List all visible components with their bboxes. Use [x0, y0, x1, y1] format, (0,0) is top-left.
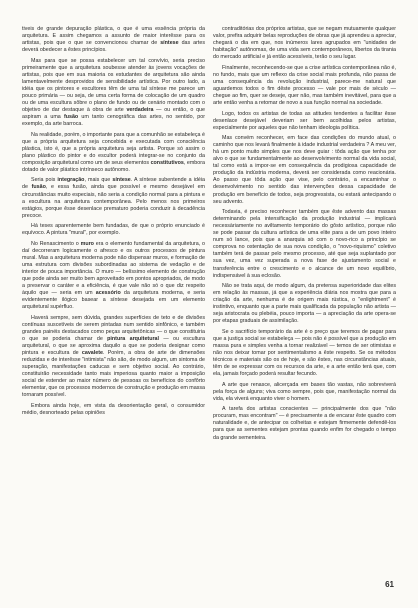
- paragraph: [22, 315, 205, 400]
- text-run: . A síntese subentende a idéia de: [22, 177, 205, 191]
- text-run: Mas para que se possa estabelecer um tal convívio, seria preciso primeiramente que a arquitetura soubesse atender às jovens vocações de artistas, pois que em sua maioria os estudantes de arquitetura são ainda lamentavelmente desprovidos de sensibilidade artística. Por outro lado, a idéia que os pintores e escultores têm de uma tal síntese me parece um pouco primária — ou seja, de uma certa forma de colocação de um quadro ou de uma escultura sôbre o plano de fundo ou de cenário montado com o objetivo de dar destaque à obra de arte: [22, 57, 205, 114]
- paragraph: [22, 223, 205, 237]
- text-run: Seria pois: [31, 177, 58, 184]
- text-run: um tanto cenográfica das artes, no sentido, por exemplo, da arte barroca.: [22, 114, 205, 128]
- text-run: Finalmente, reconhecendo-se que a crise artística contemporânea não é, no fundo, mais que um reflexo da crise social mais profunda, não passa de uma consequência da revolução industrial, parece-me natural que aguardemos todos o fim dêste processo — vale por mais de século — chegue ao fim, quer se deseje, quer não, mas também inevitável, para que a arte então venha a retomar de novo a sua função normal na sociedade.: [213, 64, 396, 106]
- emphasized-term: síntese: [160, 40, 179, 47]
- text-run: No Renascimento o: [31, 240, 81, 247]
- text-run: Haverá sempre, sem dúvida, grandes superfícies de teto e de divisões contínuas suscetíveis de serem pintadas num sentido sinfônico, e também grandes painéis destacados como peças arquitetônicas — o que constituiria o que se poderia chamar de: [22, 314, 205, 342]
- emphasized-term: muro: [80, 240, 94, 247]
- text-run: tiveis de grande depuração plástica, o que é uma essência própria da arquitetura. E assim chegamos a assunto de maior interêsse para os artistas, pois que o que se convencionou chamar de: [22, 26, 205, 47]
- paragraph: [213, 329, 396, 378]
- emphasized-term: síntese: [112, 177, 131, 184]
- text-run: Não se trata aqui, de modo algum, da pretensa superioridade das elites em relação às massas, já que a experiência diária nos mostra que para a criação da arte, nenhuma é de origem mais rústica, o "enlightment" é instintivo, enquanto que a parte mais qualificada da população não artista — seja aristocrata ou plebéia, pouco importa — a apreciação da arte opera-se por etapas graduais de assimilação.: [213, 283, 396, 325]
- emphasized-term: verdadeira: [126, 107, 154, 114]
- emphasized-term: acessório: [95, 290, 121, 297]
- paragraph: [22, 58, 205, 128]
- text-run: . Porém, a obra de arte de dimensões reduzidas e de interêsse "intimista" não são, de modo algum, um sintoma de superação, manifestações caducas e sem objetivo social. Ao contrário, constituirão necessidade tanto mais imperiosa quanto maior a imposição social de estender ao maior número de pessoas os benefícios do confôrto elementar, que os processos modernos de construção e produção em massa tornaram possível.: [22, 350, 205, 399]
- text-run: — ou então, o que aspiram a uma: [22, 107, 205, 121]
- text-run: da arquitetura moderna, e seria evidentemente ilógico basear a síntese desejada em um elemento arquitetural supérfluo.: [22, 290, 205, 311]
- paragraph: [213, 283, 396, 325]
- text-run: , mais que: [84, 177, 113, 184]
- paragraph: [213, 209, 396, 279]
- emphasized-term: pintura arquitetural: [107, 335, 159, 342]
- paragraph: [22, 403, 205, 417]
- paragraph: [22, 132, 205, 174]
- emphasized-term: cavalete: [81, 350, 103, 357]
- paragraph: [213, 65, 396, 107]
- emphasized-term: constitutivos: [150, 159, 184, 166]
- text-run: Logo, todos os artistas de todas as atitudes tendentes a facilitar êsse desenlace desejável deveriam ser bem acolhidas pelos artistas, especialmente por aqueles que não tenham ideologia política.: [213, 110, 396, 131]
- emphasized-term: fusão: [31, 184, 46, 191]
- paragraph: [213, 382, 396, 403]
- paragraph: [213, 135, 396, 205]
- text-run: Se o sacrifício temporário da arte é o preço que teremos de pagar para que a justiça social se estabeleça — pois não é possível que a produção em massa pura e simples venha a tornar realizável — temos de ser otimistas e não nos deixar tomar por sentimentalismo a êste respeito. Se os métodos técnicos e materiais são os de hoje, e são êstes, nas circunstâncias atuais, têm de se expressar com os recursos da arte, e a arte então terá que, com ela, jamais forçado poderá resultar fecundo.: [213, 328, 396, 378]
- text-run: das artes deverá obedecer a êstes princípios.: [22, 40, 205, 54]
- paragraph: [213, 26, 396, 61]
- left-column: [22, 26, 205, 574]
- text-run: Embora ainda hoje, em vista da desorientação geral, o consumidor médio, desnorteado pelas opiniões: [22, 402, 205, 416]
- right-column: [213, 26, 396, 574]
- paragraph: [22, 177, 205, 219]
- text-run: — ou escultura arquitetural, o que se aproxima daquilo a que se poderia designar como pintura e escultura de: [22, 335, 205, 357]
- text-run: contraditórias dos próprios artistas, que se negam mutuamente qualquer valor, prefira adquirir belas reproduções de obras que já aprendeu a apreciar, chegará o dia em que, nos inúmeros lares agrupados em "unidades de habitação" autônomas, de uma vida sem contemporâneos, libertos da tirania do mercado artificial e já então acessíveis, terão o seu lugar.: [213, 26, 396, 61]
- page-number: 61: [385, 580, 394, 589]
- text-run: Mas convém reconhecer, em face das condições do mundo atual, o caminho que nos levará finalmente à idade industrial verdadeira ? A meu ver, há um ponto muito simples que nos deve guiar : tôda ação que tenha por alvo o que se fundamentalmente ao desenvolvimento normal da vida social, tal como está a impor-se em consequência da prodigiosa capacidade de produção da indústria moderna, deverá ser considerada como reacionária. Ao passo que tôda ação que vise, pelo contrário, a encaminhar o desenvolvimento no sentido das intervenções dessa capacidade de produção em benefício de todos, seja progressista, ou estará antecipando o seu advento.: [213, 135, 396, 205]
- text-run: era o elemento fundamental da arquitetura, o daí decorreram logicamente o afresco e os outros processos de pintura mural. Mas a arquitetura moderna pode não dispensar muros, e formação de uma estrutura com divisões subordinadas ao sistema de vedação e de interior de pouca importância. O muro — belíssimo elemento de construção que pode ainda ser muito bem aproveitado em pontos apropriados, de modo a preservar o caráter e a eficiência, é que vale não só o que diz respeito àquilo que — seria em um: [22, 240, 205, 297]
- paragraph: [22, 241, 205, 311]
- article-body: [22, 26, 396, 574]
- text-run: A tarefa dos artistas conscientes — principalmente dos que "não procuram, mas encontram" — é precisamente a de encarar êste quadro com naturalidade e, de antecipar os colheitas e estejam firmemente defendê-los para que as sementes estejam prontas quando enfim for chegado o tempo da grande sementeira.: [213, 406, 396, 441]
- text-run: Há teses aparentemente bem fundadas, de que o próprio enunciado é equívoco. A pintura "mural", por exemplo.: [22, 223, 205, 237]
- paragraph: [22, 26, 205, 54]
- text-run: , e essa fusão, ainda que possível e mesmo desejável em circunstâncias muito especiais, não seria a condição normal para a pintura e a escultura na arquitetura contemporânea. Pelo menos nos primeiros estágios, porque êsse desenlace prematuro poderia conduzir à decadência precoce.: [22, 184, 205, 219]
- text-run: , embora dotado de valor plástico intrínseco autônomo.: [22, 159, 205, 173]
- emphasized-term: fusão: [63, 114, 79, 121]
- paragraph: [213, 111, 396, 132]
- text-run: Todavia, é preciso reconhecer também que êste advento das massas determinando pela intensificação da produção industrial — implicará necessàriamente no aviltamento temporário do gôsto artístico, porque não se pode passar da cultura artística de uma elite para a de um povo inteiro num só lance, pois que a anarquia só com o novo-rico a princípio se comprova no ostentação de sua nova condição, o "novo-riquismo" coletivo também terá de passar pelo mesmo processo, até que seja suplantado por sua vez, uma vez superada a nova fase de ajustamento social e transferência entre o crescimento e o alcance de um novo equilíbrio, indispensável à sua eclosão.: [213, 209, 396, 279]
- emphasized-term: integração: [57, 177, 85, 184]
- paragraph: [213, 406, 396, 441]
- text-run: A arte que renasce, alicerçada em bases tão vastas, não sobreviverá pela força de alguns; viva como sempre, pois que, manifestação normal da vida, ela viverá enquanto viver o homem.: [213, 381, 396, 402]
- text-run: Na realidade, porém, o importante para que a comunhão se estabeleça é que a própria arquitetura seja concebida e executada com consciência plástica, isto é, que a própria arquitetura seja artista. Porque só assim o plano plástico do pintor e do escultor poderá integrar-se no conjunto da composição arquitetural como um de seus elementos: [22, 131, 205, 166]
